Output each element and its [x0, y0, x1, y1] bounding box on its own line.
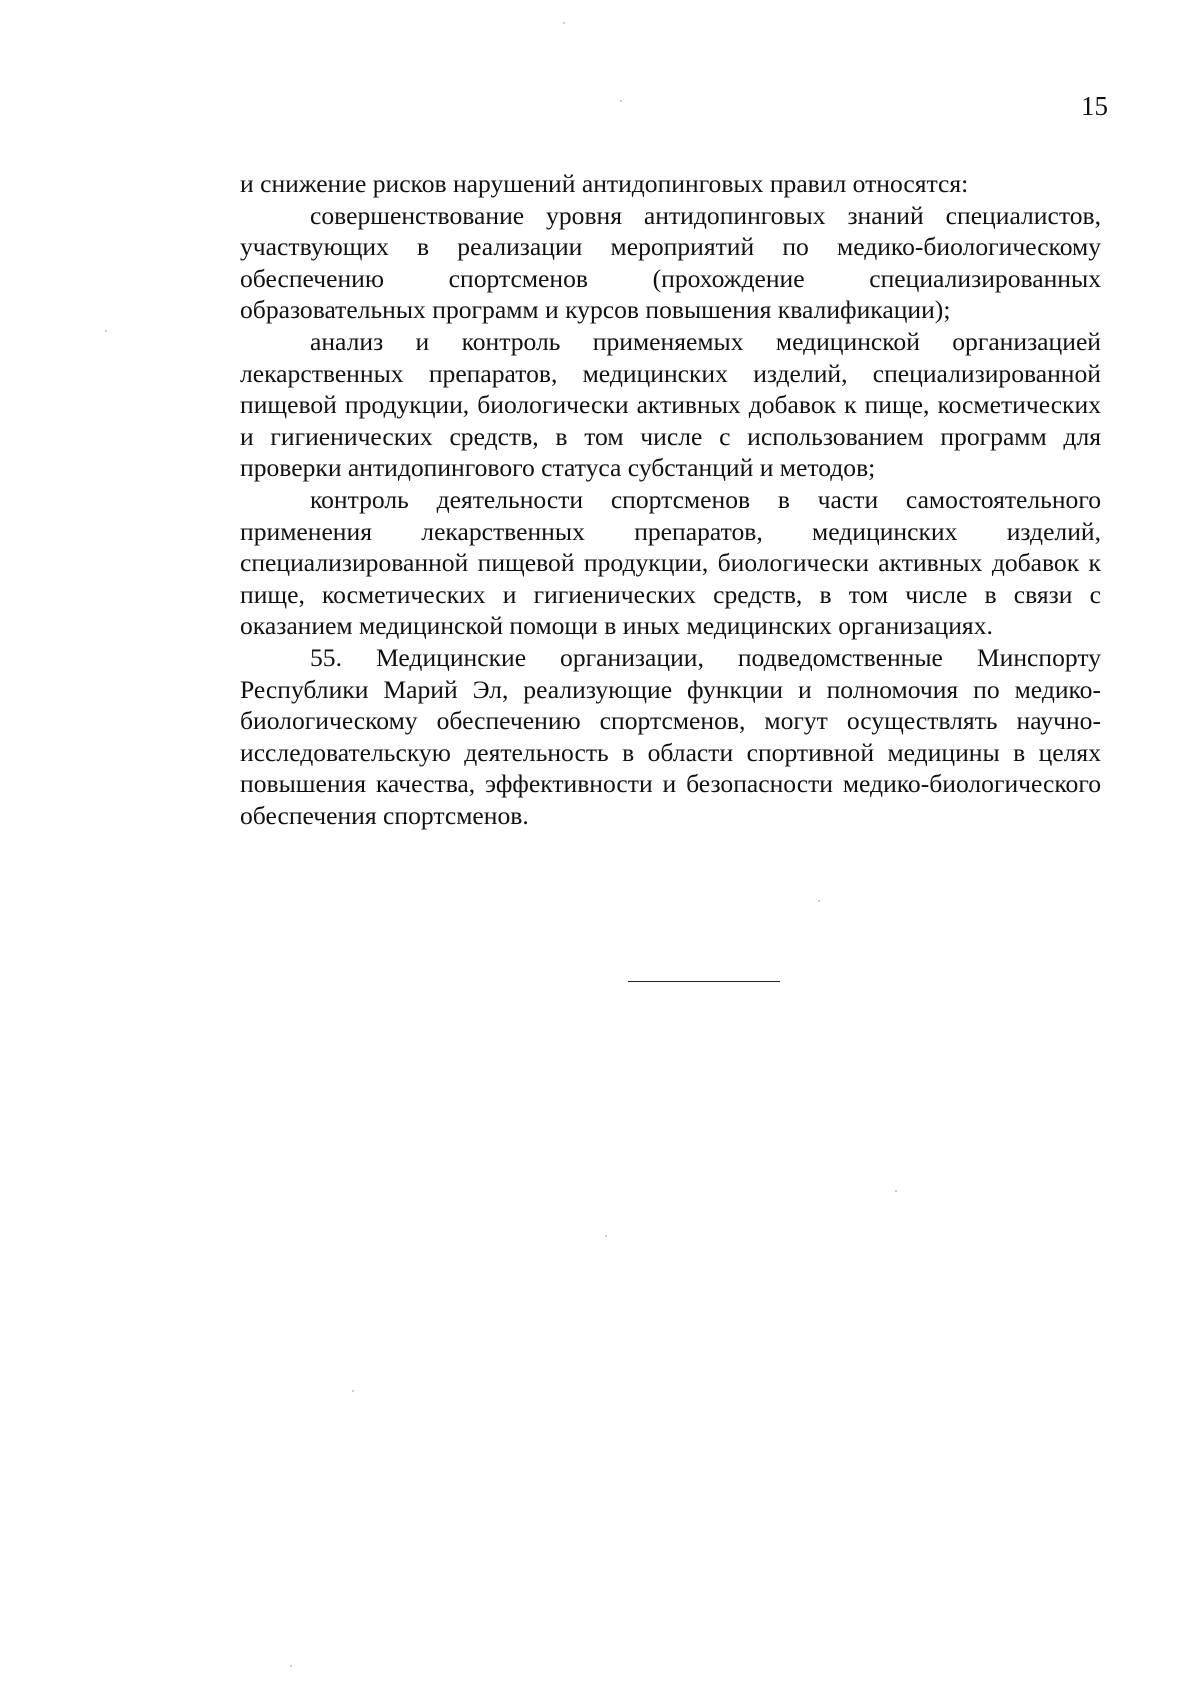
scan-speck [895, 1190, 897, 1192]
scan-speck [620, 100, 622, 102]
scan-speck [818, 900, 820, 902]
paragraph-knowledge-improvement: совершенствование уровня антидопинговых знаний специалистов, участвующих в реализации мероприятий по медико-биологическому обеспечению спортсменов (прохождение специализированных образовательных программ и курсов повышения квалификации); [240, 200, 1101, 325]
paragraph-analysis-control: анализ и контроль применяемых медицинской организацией лекарственных препаратов, медицинских изделий, специализированной пищевой продукции, биологически активных добавок к пище, косметических и гигиенических средств, в том числе с использованием программ для проверки антидопингового статуса субстанций и методов; [240, 326, 1101, 483]
document-body [240, 168, 1101, 831]
page-number: 15 [1081, 91, 1108, 121]
scan-speck [105, 330, 107, 332]
paragraph-item-55: 55. Медицинские организации, подведомственные Минспорту Республики Марий Эл, реализующие функции и полномочия по медико-биологическому обеспечению спортсменов, могут осуществлять научно-исследовательскую деятельность в области спортивной медицины в целях повышения качества, эффективности и безопасности медико-биологического обеспечения спортсменов. [240, 642, 1101, 830]
paragraph-athlete-control: контроль деятельности спортсменов в части самостоятельного применения лекарственных препаратов, медицинских изделий, специализированной пищевой продукции, биологически активных добавок к пище, косметических и гигиенических средств, в том числе в связи с оказанием медицинской помощи в иных медицинских организациях. [240, 484, 1101, 641]
scan-speck [290, 1665, 292, 1667]
scan-speck [352, 1390, 354, 1392]
end-divider [628, 981, 780, 982]
scan-speck [563, 22, 565, 24]
paragraph-continuation: и снижение рисков нарушений антидопинговых правил относятся: [240, 169, 969, 198]
scan-speck [605, 1235, 607, 1237]
